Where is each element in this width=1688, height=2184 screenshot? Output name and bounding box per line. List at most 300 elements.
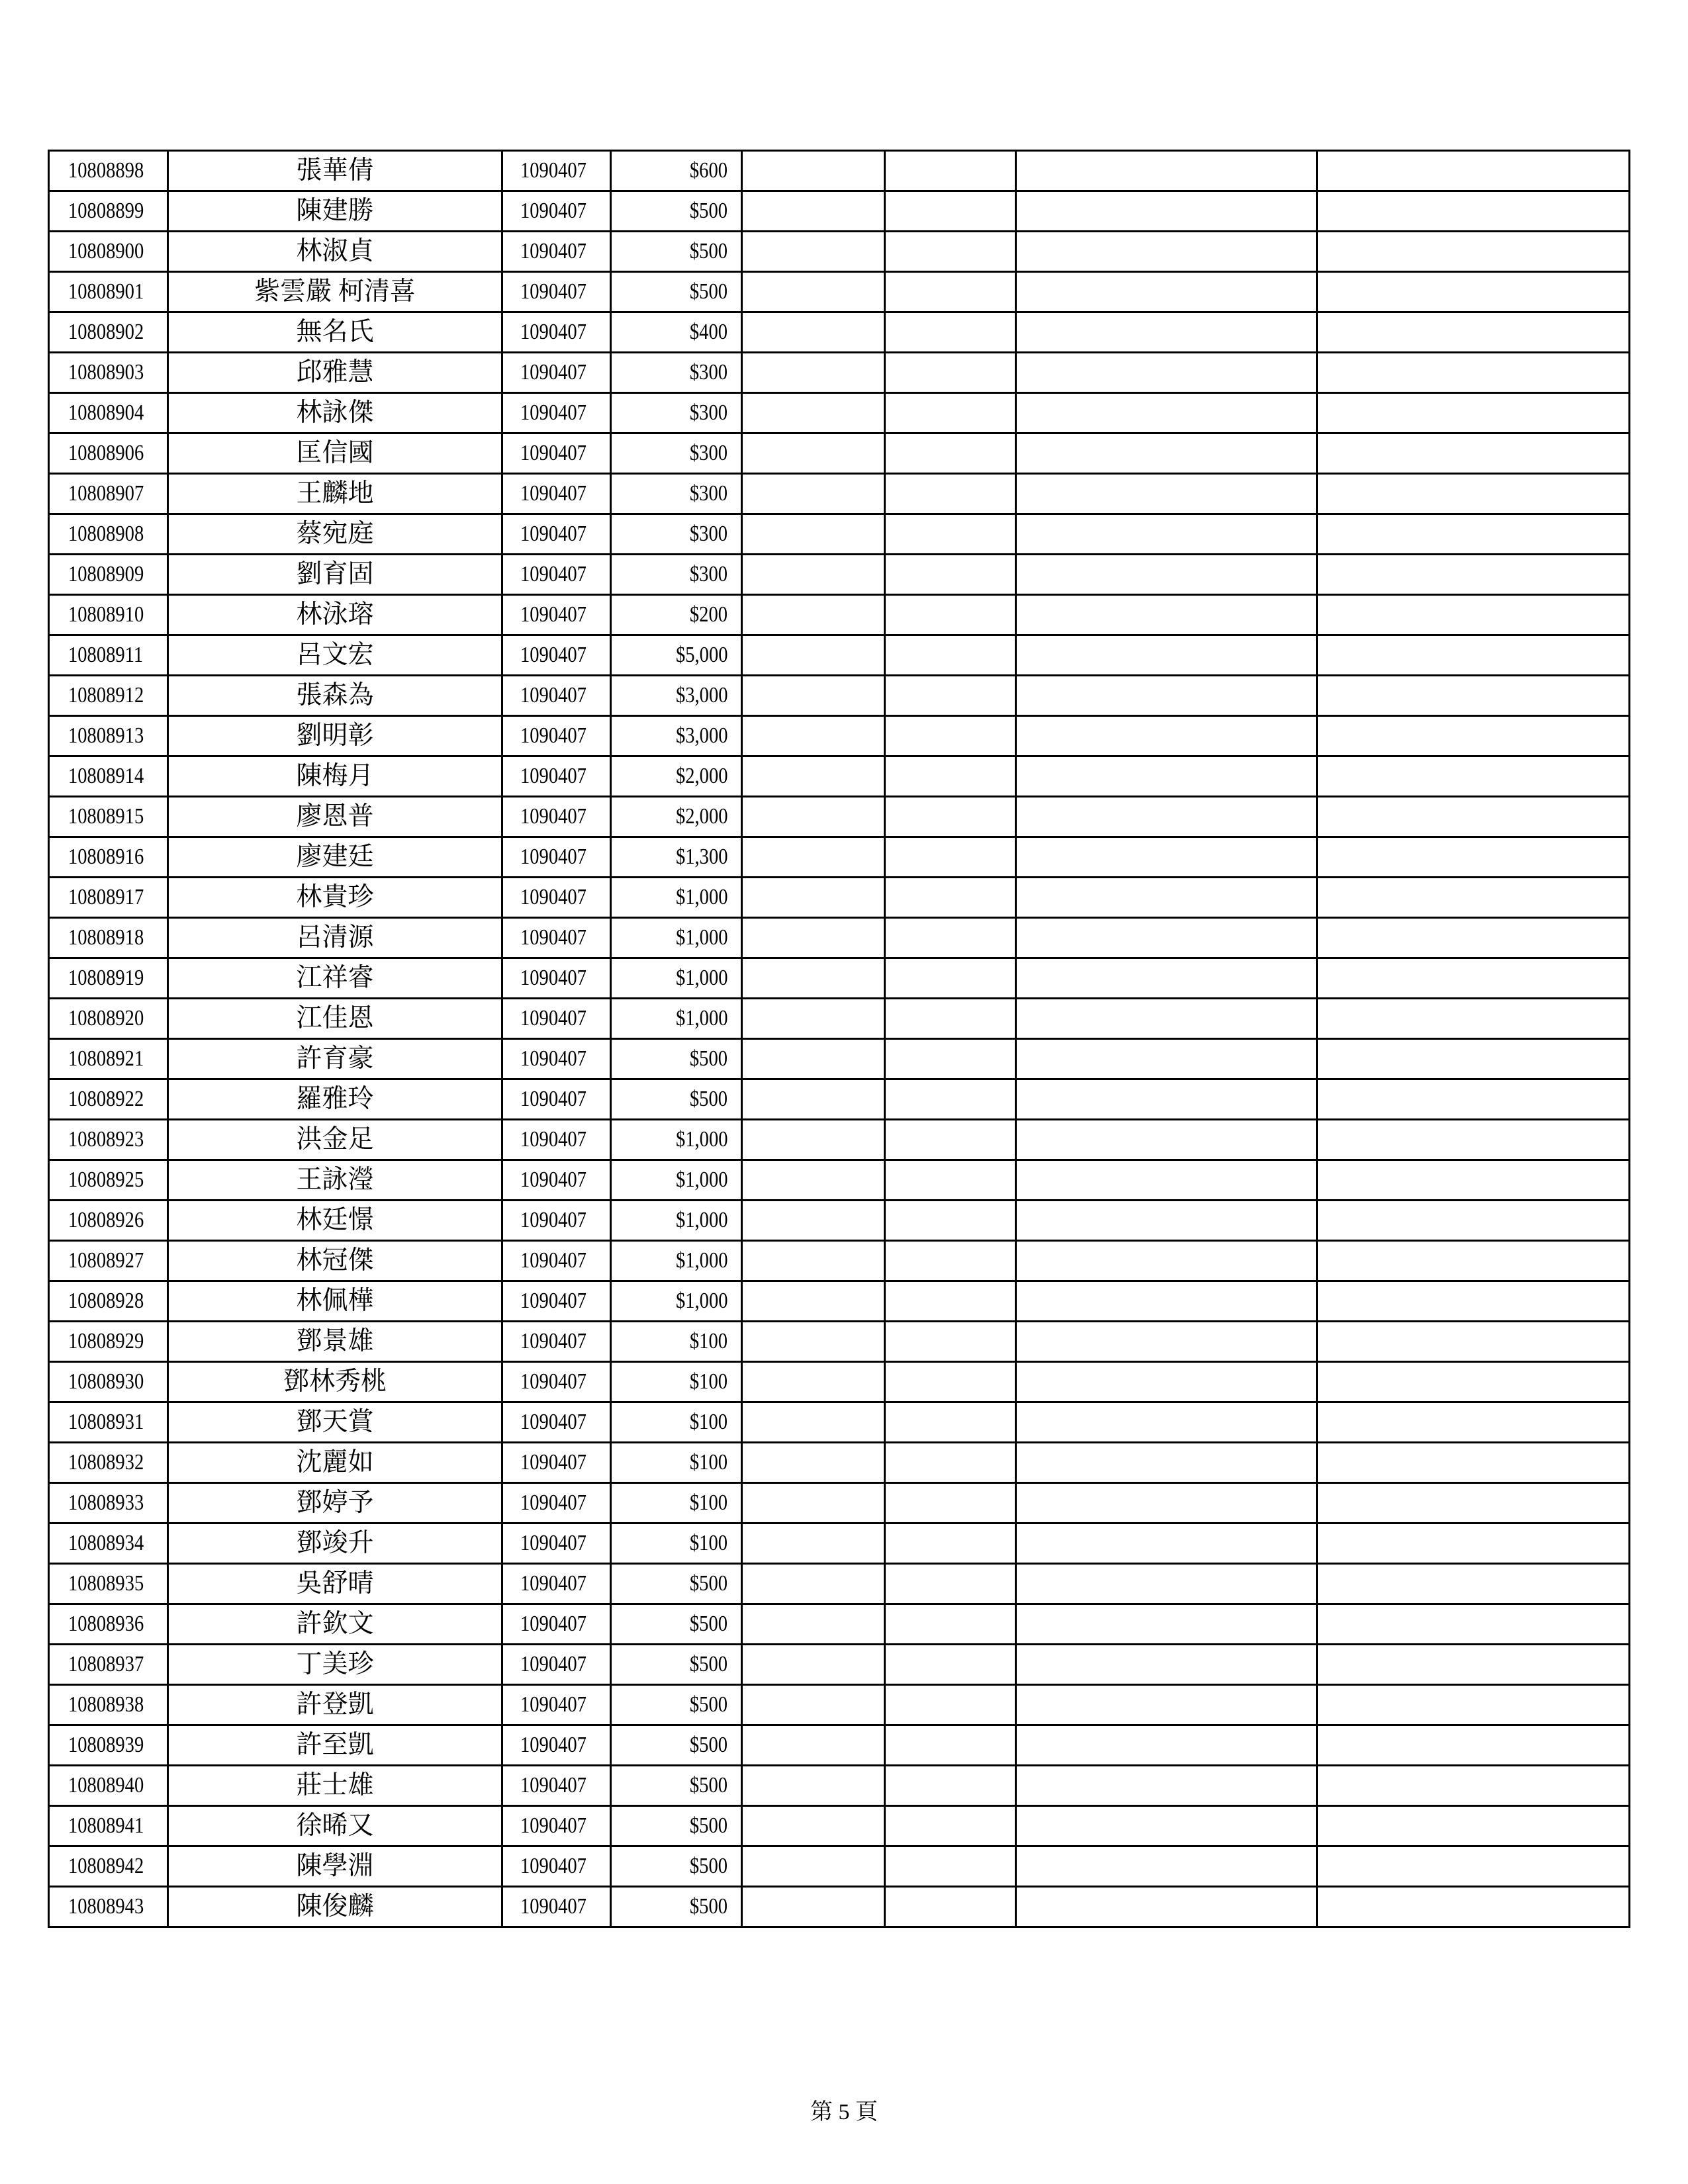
receipt-number-cell (49, 1322, 168, 1362)
empty-cell (1317, 433, 1630, 474)
empty-cell (1317, 1685, 1630, 1725)
empty-cell (742, 595, 885, 635)
receipt-number-cell-text: 10808927 (68, 1248, 144, 1273)
donation-amount-cell (611, 1322, 742, 1362)
donation-date-cell (502, 1079, 611, 1120)
receipt-number-cell (49, 191, 168, 232)
empty-cell (1317, 1362, 1630, 1402)
empty-cell (1016, 1846, 1317, 1887)
table-row (49, 797, 1630, 837)
receipt-number-cell-text: 10808930 (68, 1369, 144, 1394)
table-row (49, 1604, 1630, 1645)
receipt-number-cell (49, 716, 168, 756)
donation-amount-cell (611, 1039, 742, 1079)
table-row (49, 1039, 1630, 1079)
receipt-number-cell (49, 433, 168, 474)
empty-cell (742, 837, 885, 878)
table-row (49, 1079, 1630, 1120)
donation-amount-cell (611, 837, 742, 878)
receipt-number-cell (49, 1645, 168, 1685)
empty-cell (742, 272, 885, 312)
donation-amount-cell (611, 1887, 742, 1927)
donation-amount-cell-text: $500 (689, 1733, 727, 1757)
receipt-number-cell-text: 10808942 (68, 1854, 144, 1878)
empty-cell (742, 1524, 885, 1564)
donation-amount-cell (611, 1079, 742, 1120)
empty-cell (742, 676, 885, 716)
donation-amount-cell (611, 878, 742, 918)
empty-cell (742, 151, 885, 191)
donation-amount-cell-text: $100 (689, 1531, 727, 1555)
donor-name-cell-text: 江佳恩 (296, 1004, 374, 1032)
donor-name-cell (168, 1402, 502, 1443)
receipt-number-cell (49, 1241, 168, 1281)
donation-amount-cell (611, 635, 742, 676)
empty-cell (1317, 1887, 1630, 1927)
table-row (49, 312, 1630, 353)
donation-amount-cell-text: $100 (689, 1369, 727, 1394)
empty-cell (885, 1402, 1016, 1443)
donor-name-cell-text: 陳俊麟 (296, 1892, 374, 1921)
donation-amount-cell (611, 1564, 742, 1604)
donation-date-cell-text: 1090407 (520, 562, 586, 586)
page-number: 第 5 頁 (810, 2100, 878, 2124)
donor-name-cell (168, 1120, 502, 1160)
donor-name-cell-text: 無名氏 (296, 318, 374, 346)
donation-date-cell-text: 1090407 (520, 723, 586, 748)
donation-amount-cell-text: $500 (689, 199, 727, 223)
receipt-number-cell-text: 10808899 (68, 199, 144, 223)
donation-amount-cell-text: $100 (689, 1329, 727, 1353)
donation-date-cell (502, 1685, 611, 1725)
donation-date-cell (502, 999, 611, 1039)
table-row (49, 635, 1630, 676)
empty-cell (885, 393, 1016, 433)
donor-name-cell (168, 1201, 502, 1241)
empty-cell (885, 1887, 1016, 1927)
donation-date-cell-text: 1090407 (520, 1854, 586, 1878)
table-body (49, 151, 1630, 1927)
donation-date-cell-text: 1090407 (520, 199, 586, 223)
empty-cell (885, 635, 1016, 676)
donation-amount-cell (611, 1241, 742, 1281)
empty-cell (1016, 1604, 1317, 1645)
empty-cell (742, 1120, 885, 1160)
donation-date-cell-text: 1090407 (520, 1450, 586, 1475)
donor-name-cell (168, 756, 502, 797)
empty-cell (885, 1604, 1016, 1645)
receipt-number-cell-text: 10808932 (68, 1450, 144, 1475)
receipt-number-cell-text: 10808917 (68, 885, 144, 909)
empty-cell (742, 433, 885, 474)
empty-cell (885, 958, 1016, 999)
donation-amount-cell-text: $2,000 (675, 804, 727, 829)
donation-date-cell (502, 837, 611, 878)
donation-date-cell (502, 191, 611, 232)
donation-date-cell (502, 756, 611, 797)
empty-cell (742, 958, 885, 999)
donor-name-cell (168, 1322, 502, 1362)
receipt-number-cell (49, 635, 168, 676)
empty-cell (1016, 756, 1317, 797)
donor-name-cell-text: 紫雲嚴 柯清喜 (254, 277, 416, 306)
donor-name-cell (168, 1604, 502, 1645)
donation-amount-cell-text: $3,000 (675, 683, 727, 707)
empty-cell (1016, 232, 1317, 272)
receipt-number-cell (49, 1402, 168, 1443)
receipt-number-cell-text: 10808904 (68, 400, 144, 425)
empty-cell (885, 1524, 1016, 1564)
donation-date-cell-text: 1090407 (520, 885, 586, 909)
receipt-number-cell (49, 1120, 168, 1160)
empty-cell (885, 151, 1016, 191)
receipt-number-cell-text: 10808919 (68, 966, 144, 990)
donor-name-cell-text: 鄧天賞 (296, 1408, 374, 1436)
receipt-number-cell-text: 10808900 (68, 239, 144, 263)
table-row (49, 433, 1630, 474)
table-row (49, 1645, 1630, 1685)
donation-date-cell (502, 1201, 611, 1241)
donor-name-cell (168, 1564, 502, 1604)
donation-date-cell (502, 151, 611, 191)
empty-cell (1317, 1443, 1630, 1483)
donation-date-cell-text: 1090407 (520, 925, 586, 950)
empty-cell (742, 1362, 885, 1402)
donation-date-cell (502, 514, 611, 555)
empty-cell (885, 1241, 1016, 1281)
donation-date-cell-text: 1090407 (520, 1329, 586, 1353)
empty-cell (742, 1645, 885, 1685)
empty-cell (885, 1281, 1016, 1322)
donation-amount-cell-text: $2,000 (675, 764, 727, 788)
empty-cell (1317, 797, 1630, 837)
empty-cell (1016, 1322, 1317, 1362)
donation-amount-cell-text: $1,000 (675, 1167, 727, 1192)
donor-name-cell-text: 林佩樺 (296, 1287, 374, 1315)
empty-cell (742, 1604, 885, 1645)
donation-amount-cell (611, 1766, 742, 1806)
receipt-number-cell (49, 676, 168, 716)
receipt-number-cell-text: 10808941 (68, 1813, 144, 1838)
receipt-number-cell (49, 1443, 168, 1483)
donation-date-cell (502, 797, 611, 837)
empty-cell (742, 1846, 885, 1887)
receipt-number-cell-text: 10808939 (68, 1733, 144, 1757)
empty-cell (1016, 1241, 1317, 1281)
receipt-number-cell (49, 958, 168, 999)
donation-amount-cell (611, 1201, 742, 1241)
donation-date-cell-text: 1090407 (520, 1167, 586, 1192)
donor-name-cell-text: 陳建勝 (296, 197, 374, 225)
empty-cell (742, 1685, 885, 1725)
receipt-number-cell-text: 10808909 (68, 562, 144, 586)
empty-cell (885, 1039, 1016, 1079)
receipt-number-cell-text: 10808933 (68, 1490, 144, 1515)
receipt-number-cell (49, 1806, 168, 1846)
empty-cell (1317, 1039, 1630, 1079)
table-row (49, 353, 1630, 393)
donation-amount-cell (611, 1524, 742, 1564)
donation-date-cell (502, 555, 611, 595)
table-row (49, 191, 1630, 232)
receipt-number-cell-text: 10808928 (68, 1289, 144, 1313)
table-row (49, 1887, 1630, 1927)
donation-amount-cell-text: $500 (689, 1652, 727, 1676)
donation-amount-cell (611, 232, 742, 272)
donation-date-cell-text: 1090407 (520, 1208, 586, 1232)
empty-cell (1317, 1564, 1630, 1604)
receipt-number-cell (49, 1604, 168, 1645)
empty-cell (742, 555, 885, 595)
donation-date-cell-text: 1090407 (520, 1410, 586, 1434)
empty-cell (1016, 353, 1317, 393)
empty-cell (1317, 1806, 1630, 1846)
empty-cell (1016, 151, 1317, 191)
donation-amount-cell-text: $300 (689, 360, 727, 385)
donation-date-cell (502, 1524, 611, 1564)
donor-name-cell (168, 837, 502, 878)
empty-cell (1016, 999, 1317, 1039)
receipt-number-cell (49, 756, 168, 797)
table-row (49, 756, 1630, 797)
donor-name-cell-text: 蔡宛庭 (296, 520, 374, 548)
donation-amount-cell-text: $500 (689, 1692, 727, 1717)
empty-cell (742, 474, 885, 514)
table-row (49, 878, 1630, 918)
donation-date-cell (502, 676, 611, 716)
donor-name-cell-text: 王麟地 (296, 479, 374, 508)
table-row (49, 1524, 1630, 1564)
empty-cell (885, 1685, 1016, 1725)
donation-amount-cell-text: $500 (689, 239, 727, 263)
donation-amount-cell (611, 999, 742, 1039)
empty-cell (1016, 958, 1317, 999)
donation-amount-cell-text: $500 (689, 1087, 727, 1111)
empty-cell (1016, 595, 1317, 635)
table-row (49, 595, 1630, 635)
donation-date-cell (502, 1645, 611, 1685)
empty-cell (1016, 1160, 1317, 1201)
empty-cell (1016, 1483, 1317, 1524)
donation-amount-cell (611, 756, 742, 797)
donation-amount-cell (611, 474, 742, 514)
donor-name-cell (168, 393, 502, 433)
donor-name-cell-text: 徐晞又 (296, 1811, 374, 1840)
donor-name-cell-text: 洪金足 (296, 1125, 374, 1154)
donor-name-cell-text: 林泳瑢 (296, 600, 374, 629)
donation-amount-cell-text: $400 (689, 320, 727, 344)
empty-cell (1317, 353, 1630, 393)
empty-cell (1317, 1079, 1630, 1120)
empty-cell (885, 1806, 1016, 1846)
donation-amount-cell (611, 312, 742, 353)
empty-cell (742, 999, 885, 1039)
table-row (49, 393, 1630, 433)
empty-cell (1016, 474, 1317, 514)
empty-cell (885, 1483, 1016, 1524)
receipt-number-cell-text: 10808936 (68, 1612, 144, 1636)
donation-date-cell (502, 474, 611, 514)
donation-date-cell (502, 433, 611, 474)
donor-name-cell-text: 林詠傑 (296, 398, 374, 427)
donation-amount-cell-text: $3,000 (675, 723, 727, 748)
table-row (49, 999, 1630, 1039)
donation-date-cell-text: 1090407 (520, 1248, 586, 1273)
empty-cell (1317, 151, 1630, 191)
donation-date-cell-text: 1090407 (520, 481, 586, 506)
receipt-number-cell-text: 10808920 (68, 1006, 144, 1030)
empty-cell (1016, 1201, 1317, 1241)
empty-cell (1317, 837, 1630, 878)
receipt-number-cell (49, 918, 168, 958)
receipt-number-cell (49, 1201, 168, 1241)
donor-name-cell (168, 1039, 502, 1079)
empty-cell (1016, 191, 1317, 232)
donor-name-cell-text: 吳舒晴 (296, 1569, 374, 1598)
donor-name-cell-text: 鄧林秀桃 (283, 1367, 387, 1396)
empty-cell (1016, 1362, 1317, 1402)
receipt-number-cell (49, 232, 168, 272)
donation-amount-cell (611, 716, 742, 756)
receipt-number-cell (49, 1039, 168, 1079)
donation-date-cell-text: 1090407 (520, 158, 586, 183)
receipt-number-cell-text: 10808931 (68, 1410, 144, 1434)
empty-cell (1317, 1524, 1630, 1564)
empty-cell (742, 756, 885, 797)
donation-amount-cell (611, 1483, 742, 1524)
empty-cell (885, 1645, 1016, 1685)
table-row (49, 1766, 1630, 1806)
empty-cell (1016, 1524, 1317, 1564)
empty-cell (1317, 1483, 1630, 1524)
empty-cell (1317, 312, 1630, 353)
table-row (49, 1120, 1630, 1160)
empty-cell (1016, 312, 1317, 353)
table-row (49, 1725, 1630, 1766)
receipt-number-cell-text: 10808902 (68, 320, 144, 344)
empty-cell (1016, 1766, 1317, 1806)
receipt-number-cell-text: 10808934 (68, 1531, 144, 1555)
donor-name-cell (168, 797, 502, 837)
donation-date-cell-text: 1090407 (520, 1127, 586, 1152)
donor-name-cell (168, 151, 502, 191)
empty-cell (885, 797, 1016, 837)
donation-amount-cell (611, 1645, 742, 1685)
donor-name-cell-text: 許登凱 (296, 1690, 374, 1719)
empty-cell (742, 1806, 885, 1846)
donation-date-cell (502, 1846, 611, 1887)
donation-date-cell-text: 1090407 (520, 522, 586, 546)
table-row (49, 232, 1630, 272)
donation-date-cell (502, 272, 611, 312)
receipt-number-cell-text: 10808912 (68, 683, 144, 707)
donor-name-cell-text: 林淑貞 (296, 237, 374, 265)
donor-name-cell (168, 514, 502, 555)
donation-amount-cell-text: $1,000 (675, 1006, 727, 1030)
empty-cell (742, 393, 885, 433)
receipt-number-cell (49, 1766, 168, 1806)
table-row (49, 151, 1630, 191)
table-row (49, 837, 1630, 878)
donation-amount-cell (611, 1281, 742, 1322)
empty-cell (1317, 1766, 1630, 1806)
donation-date-cell (502, 1160, 611, 1201)
receipt-number-cell (49, 151, 168, 191)
empty-cell (742, 1160, 885, 1201)
donation-amount-cell-text: $500 (689, 1046, 727, 1071)
donor-name-cell-text: 沈麗如 (296, 1448, 374, 1477)
table-row (49, 1685, 1630, 1725)
donation-date-cell-text: 1090407 (520, 844, 586, 869)
donation-amount-cell-text: $100 (689, 1450, 727, 1475)
empty-cell (1016, 1079, 1317, 1120)
receipt-number-cell-text: 10808915 (68, 804, 144, 829)
empty-cell (1016, 272, 1317, 312)
donor-name-cell (168, 1685, 502, 1725)
donation-date-cell (502, 232, 611, 272)
donor-name-cell (168, 1241, 502, 1281)
empty-cell (742, 1201, 885, 1241)
donor-name-cell-text: 羅雅玲 (296, 1085, 374, 1113)
donor-name-cell (168, 918, 502, 958)
empty-cell (742, 1443, 885, 1483)
donation-amount-cell-text: $5,000 (675, 643, 727, 667)
empty-cell (1317, 1322, 1630, 1362)
empty-cell (742, 312, 885, 353)
receipt-number-cell-text: 10808898 (68, 158, 144, 183)
empty-cell (1016, 555, 1317, 595)
empty-cell (742, 878, 885, 918)
donor-name-cell-text: 呂清源 (296, 923, 374, 952)
donation-amount-cell-text: $500 (689, 1612, 727, 1636)
empty-cell (742, 1079, 885, 1120)
table-row (49, 918, 1630, 958)
empty-cell (742, 1402, 885, 1443)
donor-name-cell (168, 1645, 502, 1685)
donation-amount-cell-text: $500 (689, 1854, 727, 1878)
receipt-number-cell (49, 1281, 168, 1322)
donor-name-cell-text: 張森為 (296, 681, 374, 709)
receipt-number-cell (49, 1887, 168, 1927)
donation-date-cell (502, 1322, 611, 1362)
receipt-number-cell-text: 10808907 (68, 481, 144, 506)
table-row (49, 1846, 1630, 1887)
donation-date-cell-text: 1090407 (520, 1531, 586, 1555)
donation-date-cell (502, 1120, 611, 1160)
donation-amount-cell (611, 676, 742, 716)
empty-cell (885, 1362, 1016, 1402)
donation-amount-cell-text: $300 (689, 400, 727, 425)
empty-cell (1016, 1039, 1317, 1079)
empty-cell (1016, 1281, 1317, 1322)
donation-amount-cell (611, 1725, 742, 1766)
empty-cell (885, 433, 1016, 474)
empty-cell (1016, 433, 1317, 474)
receipt-number-cell-text: 10808910 (68, 602, 144, 627)
empty-cell (1016, 514, 1317, 555)
donation-amount-cell (611, 272, 742, 312)
donor-name-cell-text: 林貴珍 (296, 883, 374, 911)
empty-cell (885, 716, 1016, 756)
empty-cell (1317, 232, 1630, 272)
donation-amount-cell-text: $1,000 (675, 1248, 727, 1273)
donor-name-cell (168, 878, 502, 918)
donation-amount-cell (611, 1362, 742, 1402)
empty-cell (742, 353, 885, 393)
donor-name-cell (168, 191, 502, 232)
empty-cell (1317, 1120, 1630, 1160)
empty-cell (1016, 837, 1317, 878)
